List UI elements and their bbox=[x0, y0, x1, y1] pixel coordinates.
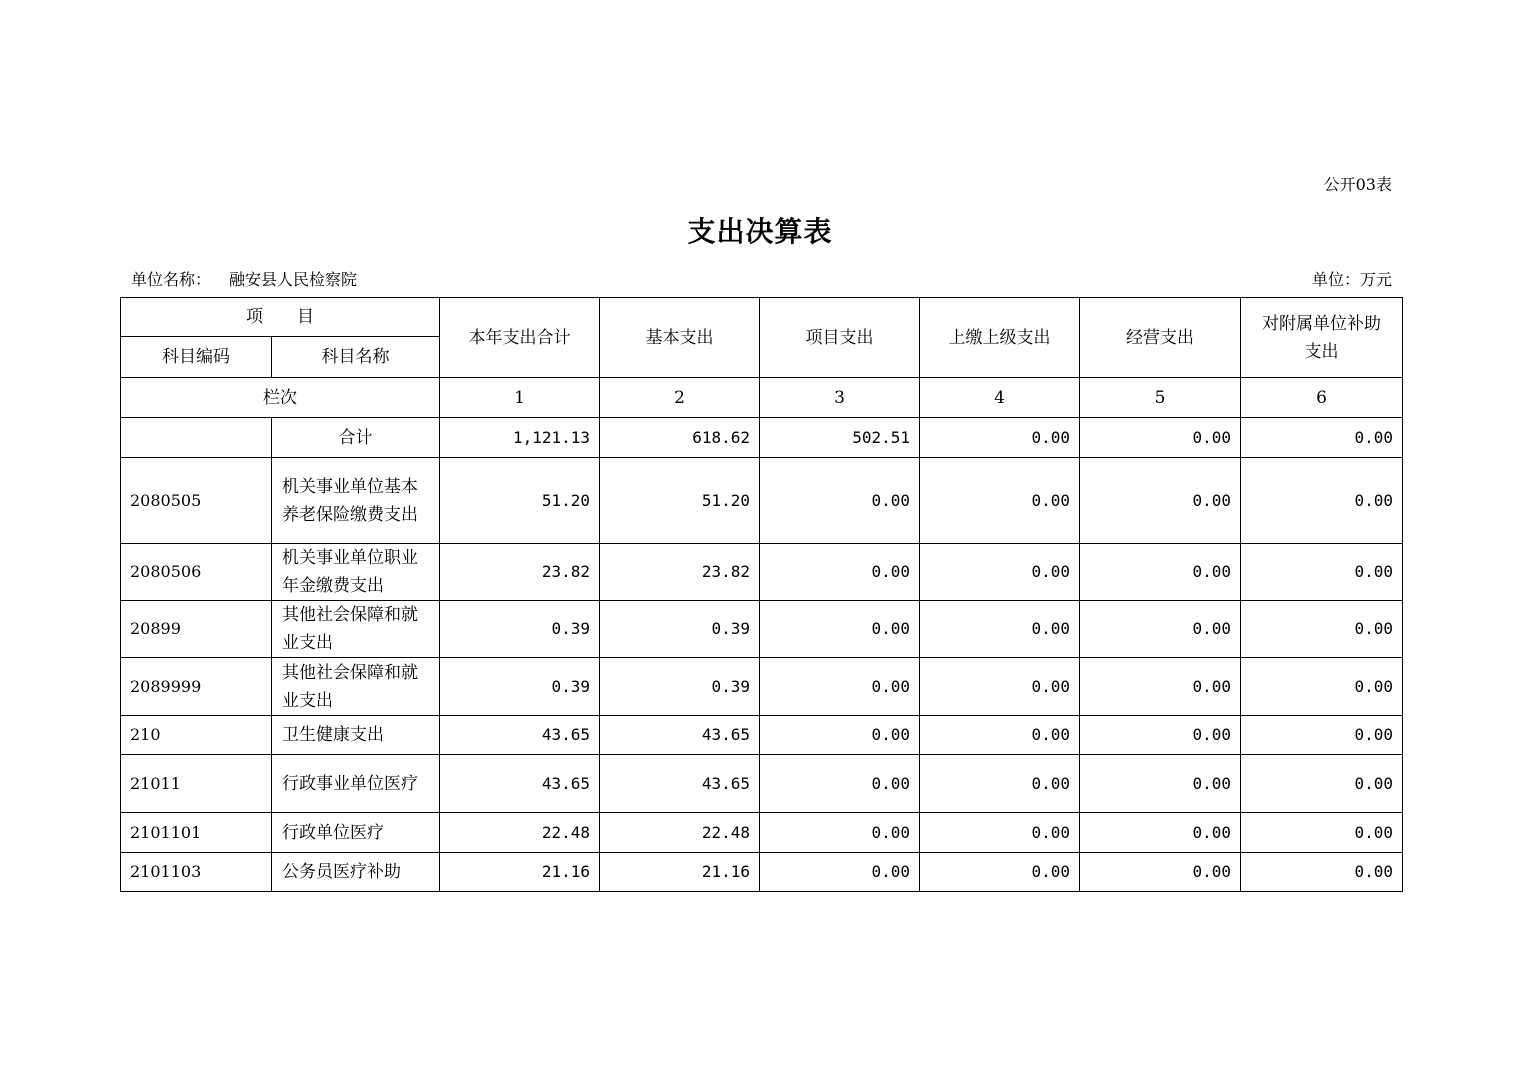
cell-value: 21.16 bbox=[440, 853, 600, 892]
cell-value: 0.00 bbox=[1241, 716, 1403, 755]
cell-value: 0.00 bbox=[760, 601, 920, 658]
unit-name-value: 融安县人民检察院 bbox=[229, 270, 358, 289]
total-row bbox=[121, 418, 1403, 458]
cell-value: 43.65 bbox=[440, 755, 600, 813]
cell-value: 0.00 bbox=[920, 544, 1080, 601]
header-col-3: 项目支出 bbox=[760, 298, 920, 378]
cell-value: 23.82 bbox=[600, 544, 760, 601]
header-col-2: 基本支出 bbox=[600, 298, 760, 378]
total-value: 1,121.13 bbox=[440, 418, 600, 458]
col-num-6: 6 bbox=[1241, 378, 1403, 418]
cell-value: 0.00 bbox=[1080, 658, 1241, 716]
table-row bbox=[121, 716, 1403, 755]
table-row bbox=[121, 544, 1403, 601]
header-name: 科目名称 bbox=[272, 337, 440, 378]
cell-value: 0.00 bbox=[1080, 853, 1241, 892]
cell-value: 51.20 bbox=[600, 458, 760, 544]
total-label: 合计 bbox=[272, 418, 440, 458]
subject-code: 2101103 bbox=[121, 853, 272, 892]
cell-value: 22.48 bbox=[600, 813, 760, 853]
total-value: 0.00 bbox=[1241, 418, 1403, 458]
cell-value: 0.00 bbox=[760, 458, 920, 544]
table-row bbox=[121, 755, 1403, 813]
cell-value: 0.00 bbox=[920, 716, 1080, 755]
cell-value: 0.00 bbox=[1241, 601, 1403, 658]
cell-value: 0.00 bbox=[1080, 755, 1241, 813]
cell-value: 51.20 bbox=[440, 458, 600, 544]
table-row bbox=[121, 458, 1403, 544]
cell-value: 0.00 bbox=[1241, 755, 1403, 813]
form-number: 公开03表 bbox=[1323, 175, 1392, 194]
subject-code: 21011 bbox=[121, 755, 272, 813]
table-row bbox=[121, 601, 1403, 658]
cell-value: 0.39 bbox=[440, 601, 600, 658]
cell-value: 0.39 bbox=[440, 658, 600, 716]
cell-value: 0.00 bbox=[920, 755, 1080, 813]
header-col-5: 经营支出 bbox=[1080, 298, 1241, 378]
col-num-4: 4 bbox=[920, 378, 1080, 418]
cell-value: 0.00 bbox=[1241, 813, 1403, 853]
header-col-1: 本年支出合计 bbox=[440, 298, 600, 378]
subject-code: 2080505 bbox=[121, 458, 272, 544]
cell-value: 0.00 bbox=[1241, 853, 1403, 892]
unit-measure: 单位：万元 bbox=[1311, 270, 1392, 289]
subject-name: 卫生健康支出 bbox=[272, 716, 440, 755]
cell-value: 0.00 bbox=[1080, 458, 1241, 544]
subject-name: 机关事业单位职业年金缴费支出 bbox=[272, 544, 440, 601]
subject-name: 行政单位医疗 bbox=[272, 813, 440, 853]
cell-value: 0.00 bbox=[760, 658, 920, 716]
page-title: 支出决算表 bbox=[687, 215, 833, 248]
cell-value: 22.48 bbox=[440, 813, 600, 853]
cell-value: 0.00 bbox=[760, 544, 920, 601]
header-col-6: 对附属单位补助支出 bbox=[1241, 298, 1403, 378]
cell-value: 0.39 bbox=[600, 658, 760, 716]
total-code bbox=[121, 418, 272, 458]
subject-name: 其他社会保障和就业支出 bbox=[272, 658, 440, 716]
col-num-3: 3 bbox=[760, 378, 920, 418]
table-row bbox=[121, 658, 1403, 716]
header-code: 科目编码 bbox=[121, 337, 272, 378]
header-item: 项 目 bbox=[121, 298, 440, 337]
cell-value: 0.00 bbox=[1080, 813, 1241, 853]
expenditure-table bbox=[120, 297, 1403, 892]
subject-code: 2080506 bbox=[121, 544, 272, 601]
unit-name-label: 单位名称： bbox=[131, 270, 212, 289]
cell-value: 0.00 bbox=[760, 813, 920, 853]
total-value: 0.00 bbox=[920, 418, 1080, 458]
cell-value: 0.00 bbox=[920, 601, 1080, 658]
header-col-4: 上缴上级支出 bbox=[920, 298, 1080, 378]
subject-name: 行政事业单位医疗 bbox=[272, 755, 440, 813]
cell-value: 0.00 bbox=[1080, 544, 1241, 601]
table-row bbox=[121, 853, 1403, 892]
cell-value: 0.00 bbox=[1080, 716, 1241, 755]
col-num-1: 1 bbox=[440, 378, 600, 418]
subject-name: 其他社会保障和就业支出 bbox=[272, 601, 440, 658]
cell-value: 21.16 bbox=[600, 853, 760, 892]
cell-value: 0.00 bbox=[760, 716, 920, 755]
cell-value: 0.00 bbox=[760, 755, 920, 813]
cell-value: 0.00 bbox=[1080, 601, 1241, 658]
cell-value: 0.00 bbox=[920, 658, 1080, 716]
subject-name: 公务员医疗补助 bbox=[272, 853, 440, 892]
subject-name: 机关事业单位基本养老保险缴费支出 bbox=[272, 458, 440, 544]
cell-value: 0.00 bbox=[760, 853, 920, 892]
cell-value: 0.00 bbox=[920, 458, 1080, 544]
total-value: 0.00 bbox=[1080, 418, 1241, 458]
cell-value: 0.00 bbox=[1241, 458, 1403, 544]
total-value: 502.51 bbox=[760, 418, 920, 458]
cell-value: 0.00 bbox=[1241, 544, 1403, 601]
subject-code: 210 bbox=[121, 716, 272, 755]
row-label: 栏次 bbox=[121, 378, 440, 418]
cell-value: 0.00 bbox=[920, 853, 1080, 892]
col-num-2: 2 bbox=[600, 378, 760, 418]
cell-value: 43.65 bbox=[600, 716, 760, 755]
cell-value: 43.65 bbox=[440, 716, 600, 755]
unit-name bbox=[131, 267, 357, 290]
cell-value: 0.00 bbox=[1241, 658, 1403, 716]
cell-value: 23.82 bbox=[440, 544, 600, 601]
subject-code: 20899 bbox=[121, 601, 272, 658]
cell-value: 0.00 bbox=[920, 813, 1080, 853]
col-num-5: 5 bbox=[1080, 378, 1241, 418]
subject-code: 2089999 bbox=[121, 658, 272, 716]
cell-value: 43.65 bbox=[600, 755, 760, 813]
total-value: 618.62 bbox=[600, 418, 760, 458]
subject-code: 2101101 bbox=[121, 813, 272, 853]
table-row bbox=[121, 813, 1403, 853]
cell-value: 0.39 bbox=[600, 601, 760, 658]
